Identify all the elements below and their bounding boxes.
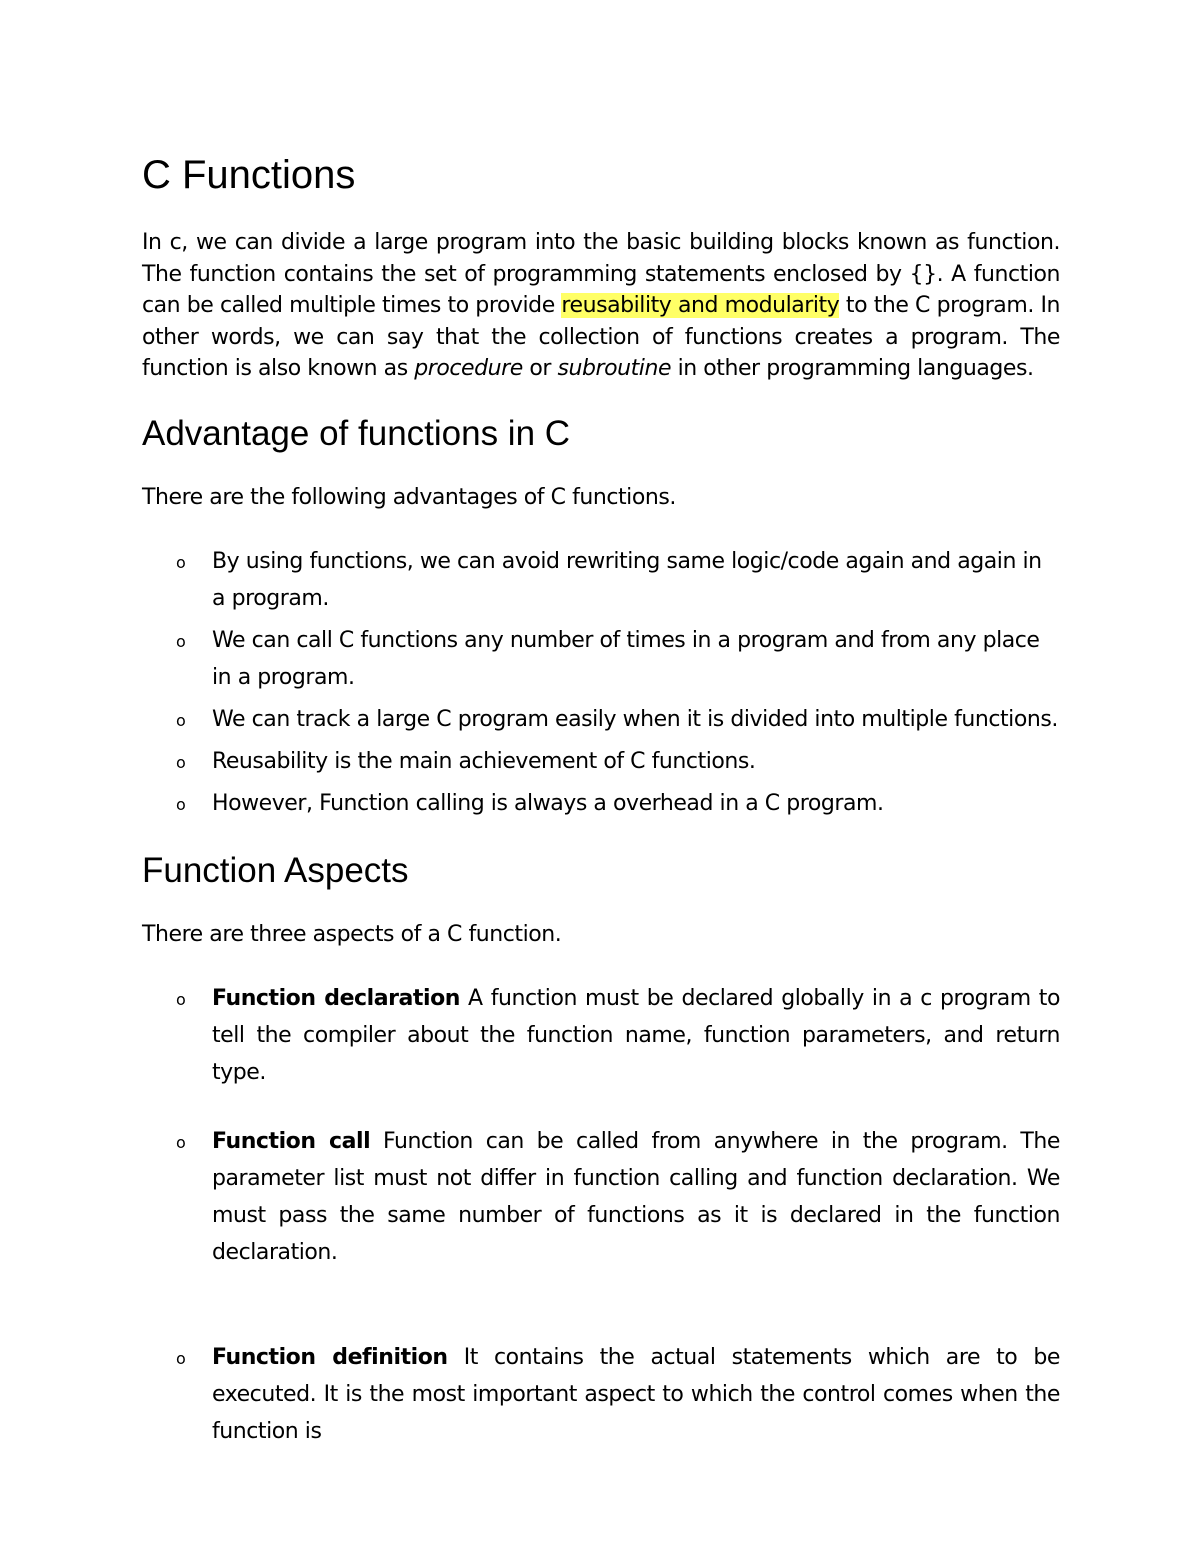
aspects-lead: There are three aspects of a C function. xyxy=(142,922,562,947)
list-item xyxy=(142,743,1060,780)
bullet-icon: o xyxy=(176,553,186,572)
bullet-icon: o xyxy=(176,990,186,1009)
intro-text-1: In c, we can divide a large program into the basic building blocks known as function. The function contains the set of programming statements enclosed by {}. A function can be called multiple times to provide xyxy=(142,230,1060,318)
aspects-list xyxy=(142,980,1060,1091)
intro-text-3: or xyxy=(522,356,558,381)
list-item-text: We can call C functions any number of times in a program and from any place in a program. xyxy=(212,628,1040,690)
list-item-text: Reusability is the main achievement of C functions. xyxy=(212,749,756,774)
intro-paragraph xyxy=(142,227,1060,385)
list-item xyxy=(142,701,1060,738)
list-item-text xyxy=(212,1339,1060,1450)
list-item xyxy=(142,622,1060,696)
italic-subroutine: subroutine xyxy=(557,356,672,381)
list-item-text: However, Function calling is always a overhead in a C program. xyxy=(212,791,884,816)
bullet-icon: o xyxy=(176,753,186,772)
intro-text-4: in other programming languages. xyxy=(671,356,1034,381)
aspects-list-2 xyxy=(142,1123,1060,1271)
advantages-heading: Advantage of functions in C xyxy=(142,414,571,453)
list-item-text: We can track a large C program easily when it is divided into multiple functions. xyxy=(212,707,1058,732)
list-item-text: By using functions, we can avoid rewriting same logic/code again and again in a program. xyxy=(212,549,1042,611)
aspects-heading: Function Aspects xyxy=(142,851,409,890)
highlighted-text: reusability and modularity xyxy=(561,293,840,318)
list-item xyxy=(142,543,1060,617)
bullet-icon: o xyxy=(176,632,186,651)
advantages-lead: There are the following advantages of C functions. xyxy=(142,485,676,510)
list-item-text xyxy=(212,1123,1060,1271)
aspects-list-3 xyxy=(142,1339,1060,1450)
bullet-icon: o xyxy=(176,795,186,814)
list-item-function-call xyxy=(142,1123,1060,1271)
term-description: A function must be declared globally in a c program to tell the compiler about the function name, function parameters, and return type. xyxy=(212,986,1060,1085)
list-item-function-definition xyxy=(142,1339,1060,1450)
bullet-icon: o xyxy=(176,711,186,730)
advantages-list xyxy=(142,543,1060,827)
intro-text-2: to the C program. In other words, we can say that the collection of functions creates a program. The function is also known as xyxy=(142,293,1060,381)
page-title: C Functions xyxy=(142,153,356,197)
term-function-declaration: Function declaration xyxy=(212,986,460,1011)
term-function-definition: Function definition xyxy=(212,1345,448,1370)
term-function-call: Function call xyxy=(212,1129,371,1154)
term-description: It contains the actual statements which are to be executed. It is the most important aspect to which the control comes when the function is xyxy=(212,1345,1060,1444)
list-item xyxy=(142,785,1060,822)
bullet-icon: o xyxy=(176,1349,186,1368)
term-description: Function can be called from anywhere in the program. The parameter list must not differ in function calling and function declaration. We must pass the same number of functions as it is declared in the function declaration. xyxy=(212,1129,1060,1265)
list-item-text xyxy=(212,980,1060,1091)
list-item-function-declaration xyxy=(142,980,1060,1091)
italic-procedure: procedure xyxy=(414,356,523,381)
bullet-icon: o xyxy=(176,1133,186,1152)
